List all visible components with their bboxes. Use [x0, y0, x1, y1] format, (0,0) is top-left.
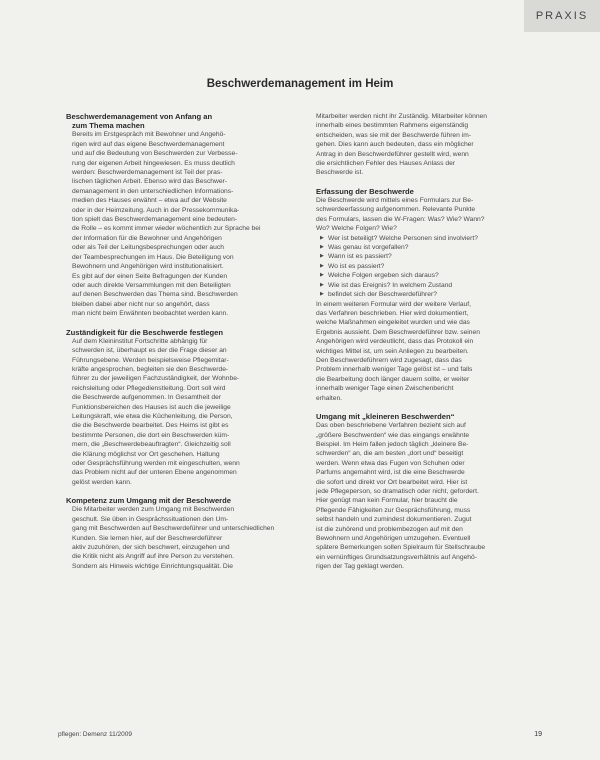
text-line: bestimmte Personen, die dort ein Beschwerden küm- [72, 431, 230, 439]
text-line: Beispiel. Im Heim fallen jedoch täglich „kleinere Be- [316, 441, 469, 448]
right-column [316, 112, 560, 572]
text-line: innerhalb eines bestimmten Rahmens eigenständig [316, 122, 469, 130]
text-line: das Verfahren beschrieben. Hier wird dokumentiert, [316, 309, 469, 317]
text-line: die ersichtlichen Fehler des Hauses Anlass der [316, 160, 456, 168]
page-title: Beschwerdemanagement im Heim [206, 78, 394, 90]
list-item: ▶ befindet sich der Beschwerdeführer? [320, 290, 560, 299]
text-line: bleiben dabei aber nicht nur so angehört, dass [72, 300, 210, 308]
text-line: welche Maßnahmen eingeleitet wurden und wie das [316, 319, 470, 327]
text-line: führer zu der jeweiligen Fachzuständigkeit, der Wohnbe- [72, 375, 240, 383]
text-line: erhalten. [316, 394, 343, 402]
section-heading [66, 112, 310, 130]
text-line: rung der eigenen Arbeit hingewiesen. Es muss deutlich [72, 159, 235, 167]
section-body [316, 196, 560, 234]
text-line: jede Pflegeperson, so dramatisch oder nicht, gefordert. [316, 488, 479, 496]
list-item: ▶ Was genau ist vorgefallen? [320, 243, 560, 252]
text-line: die Klärung möglichst vor Ort geschehen. Haltung [72, 450, 220, 458]
text-line: Parfums angemahnt wird, ist die eine Beschwerde [316, 469, 465, 477]
text-line: oder als Teil der Leitungsbesprechungen oder auch [72, 244, 224, 252]
section-heading: Kompetenz zum Umgang mit der Beschwerde [66, 496, 231, 506]
list-item: ▶ Wie ist das Ereignis? In welchem Zustand [320, 281, 560, 290]
section-body [66, 505, 310, 571]
text-line: oder Gesprächsführung werden mit eingeschulten, wenn [72, 460, 240, 468]
text-line: Führungsebene. Werden beispielsweise Pflegemitar- [72, 356, 229, 364]
heading-line: Beschwerdemanagement von Anfang an [66, 112, 213, 121]
text-line: Funktionsbereichen des Hauses ist auch die jeweilige [72, 403, 231, 411]
text-line: lischen täglichen Arbeit. Ebenso wird das Beschwer- [72, 178, 228, 186]
text-line: spätere Bemerkungen sollen Spielraum für Stellschraube [316, 544, 486, 552]
text-line: aktiv zuzuhören, der sich beschwert, einzugehen und [72, 544, 230, 552]
text-line: de Rolle – es kommt immer wieder wöchentlich zur Sprache bei [72, 225, 261, 233]
question-list [316, 234, 560, 300]
text-line: werden. Wenn etwa das Fugen von Schuhen oder [316, 459, 465, 467]
text-line: medien des Hauses erwähnt – etwa auf der Website [72, 197, 227, 205]
text-line: Die Beschwerde wird mittels eines Formulars zur Be- [316, 197, 474, 205]
text-line: innerhalb weniger Tage einen Zwischenbericht [316, 385, 454, 393]
text-line: demanagement in den unterschiedlichen Informations- [72, 187, 234, 195]
text-line: Es gibt auf der einen Seite Befragungen der Kunden [72, 272, 228, 280]
text-line: schwerdeerfassung aufgenommen. Relevante Punkte [316, 206, 476, 214]
text-line: tion spielt das Beschwerdemanagement eine bedeuten- [72, 216, 238, 224]
text-line: auf denen Beschwerden das Thema sind. Beschwerden [72, 291, 238, 299]
text-line: werden: Beschwerdemanagement ist Teil der pras- [72, 169, 223, 177]
section-body [316, 112, 560, 178]
text-line: oder auch direkte Versammlungen mit den Beteiligten [72, 281, 231, 289]
text-line: des Formulars, lassen die W-Fragen: Was? Wie? Wann? [316, 215, 485, 223]
text-line: gehen. Dies kann auch bedeuten, dass ein möglicher [316, 141, 474, 149]
text-line: Das oben beschriebene Verfahren bezieht sich auf [316, 422, 466, 430]
text-line: Pflegende Fähigkeiten zur Gesprächsführung, muss [316, 506, 471, 514]
text-line: gelöst werden kann. [72, 478, 132, 486]
text-line: gang mit Beschwerden auf Beschwerdeführer und unterschiedlichen [72, 525, 275, 533]
list-item: ▶ Wo ist es passiert? [320, 262, 560, 271]
text-line: geschult. Sie üben in Gesprächssituationen den Um- [72, 515, 229, 523]
text-line: ist die zuhörend und problembezogen auf mit den [316, 525, 463, 533]
text-line: wichtiges Mittel ist, um sein Anliegen zu bearbeiten. [316, 347, 469, 355]
text-line: die Bearbeitung doch länger dauern sollte, er weiter [316, 375, 470, 383]
text-line: ein vernünftiges Grundsatzungsverhältnis auf Angehö- [316, 553, 477, 561]
list-item: ▶ Welche Folgen ergeben sich daraus? [320, 271, 560, 280]
text-line: man nicht beim Erwähnten beobachtet werden kann. [72, 310, 229, 318]
text-line: die Kritik nicht als Angriff auf ihre Person zu verstehen. [72, 553, 234, 561]
text-line: der Information für die Bewohner und Angehörigen [72, 234, 222, 242]
list-item: ▶ Wann ist es passiert? [320, 252, 560, 261]
text-line: „größere Beschwerden“ wie das eingangs erwähnte [316, 431, 470, 439]
section-body [66, 130, 310, 318]
text-line: rigen der Tag geklagt werden. [316, 563, 404, 571]
text-line: die sofort und direkt vor Ort bearbeitet wird. Hier ist [316, 478, 468, 486]
text-line: der Teambesprechungen im Haus. Die Beteiligung von [72, 253, 234, 261]
text-line: das Problem nicht auf der unteren Ebene angenommen [72, 469, 237, 477]
text-line: oder in der Heimzeitung. Auch in der Pressekommunika- [72, 206, 240, 214]
text-line: Beschwerde ist. [316, 169, 364, 177]
text-line: Auf dem Kleininstitut Fortschritte abhängig für [72, 337, 208, 345]
text-line: Hier genügt man kein Formular, hier braucht die [316, 497, 458, 505]
text-line: reichsleitung oder Pflegedienstleitung. Dort soll wird [72, 384, 226, 392]
text-line: Bereits im Erstgespräch mit Bewohner und Angehö- [72, 131, 226, 139]
section-body [316, 300, 560, 403]
heading-line: zum Thema machen [72, 121, 145, 131]
text-line: Problem innerhalb weniger Tage gelöst ist – und falls [316, 366, 473, 374]
text-line: selbst handeln und zumindest dokumentieren. Zugut [316, 516, 472, 524]
text-line: mern, die „Beschwerdebeauftragten“. Gleichzeitig soll [72, 441, 231, 449]
text-line: Antrag in den Beschwerdeführer gestellt wird, wenn [316, 150, 469, 158]
text-line: Kunden. Sie lernen hier, auf der Beschwerdeführer [72, 534, 223, 542]
text-line: Den Beschwerdeführern wird zugesagt, dass das [316, 356, 462, 364]
text-line: Ergebnis aussieht. Dem Beschwerdeführer bzw. seinen [316, 328, 480, 336]
section-tab-label: PRAXIS [535, 10, 589, 22]
text-line: schwerden“ an, die am besten „dort und“ beseitigt [316, 450, 464, 458]
text-line: Bewohnern und Angehörigen umzugehen. Eventuell [316, 535, 471, 543]
list-item: ▶ Wer ist beteiligt? Welche Personen sind involviert? [320, 234, 560, 243]
text-line: Bewohnern und Angehörigen wird institutionalisiert. [72, 263, 224, 271]
section-body [66, 337, 310, 488]
section-tab [524, 0, 600, 32]
text-line: Leitungskraft, wie etwa die Küchenleitung, die Person, [72, 412, 233, 420]
text-line: kräfte angesprochen, begleiten sie den Beschwerde- [72, 365, 229, 373]
text-line: schwerden ist, überhaupt es der die Frage dieser an [72, 347, 227, 355]
left-column [66, 112, 310, 571]
text-line: Sondern als Hinweis wichtige Einrichtungsqualität. Die [72, 562, 233, 570]
text-line: Mitarbeiter werden nicht ihr Zuständig. Mitarbeiter können [316, 113, 487, 120]
journal-footer: pflegen: Demenz 11/2009 [58, 731, 132, 738]
text-line: Angehörigen wird verdeutlicht, dass das Protokoll ein [316, 338, 474, 346]
text-line: rigen wird auf das eigene Beschwerdemanagement [72, 140, 225, 148]
text-line: die Beschwerde aufgenommen. In Gesamtheit der [72, 394, 222, 402]
section-heading: Erfassung der Beschwerde [316, 186, 414, 196]
text-line: Wo? Welche Folgen? Wie? [316, 225, 397, 233]
section-heading: Zuständigkeit für die Beschwerde festlegen [66, 327, 223, 337]
text-line: und auf die Bedeutung von Beschwerden zur Verbesse- [72, 150, 238, 158]
text-line: die die Beschwerde bearbeitet. Des Heims ist gibt es [72, 422, 229, 430]
text-line: entscheiden, was sie mit der Beschwerde führen im- [316, 131, 471, 139]
section-heading: Umgang mit „kleineren Beschwerden“ [316, 411, 455, 421]
text-line: In einem weiteren Formular wird der weitere Verlauf, [316, 300, 471, 308]
page-number: 19 [534, 731, 542, 738]
text-line: Die Mitarbeiter werden zum Umgang mit Beschwerden [72, 506, 235, 514]
section-body [316, 421, 560, 572]
